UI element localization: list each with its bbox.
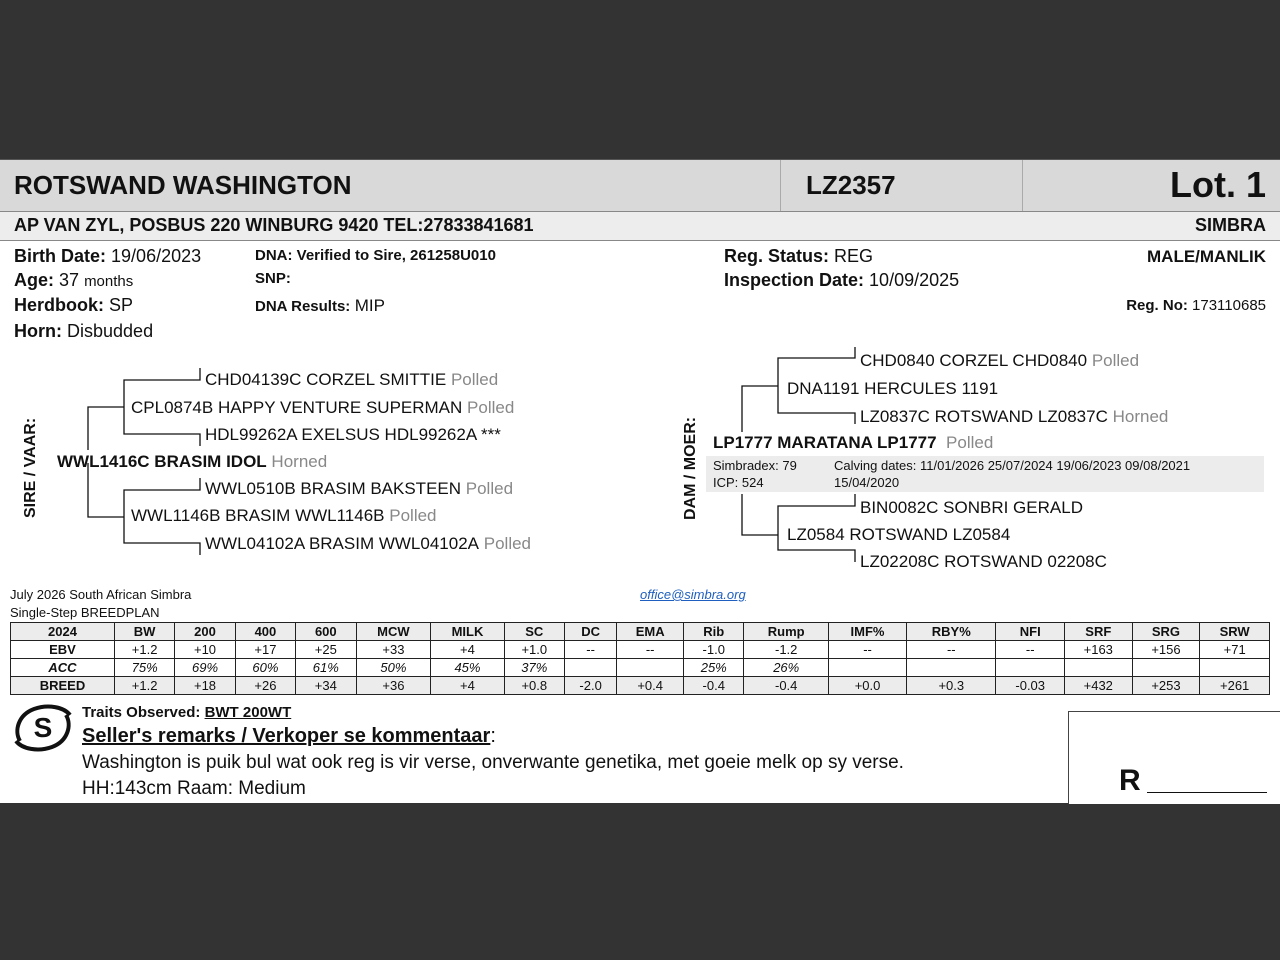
dam-sire-dam: LZ0837C ROTSWAND LZ0837C Horned (860, 407, 1169, 426)
col-header: SRF (1064, 623, 1132, 641)
ebv-caption-line1: July 2026 South African Simbra (10, 587, 192, 602)
table-cell: +163 (1064, 641, 1132, 659)
row-label: ACC (11, 659, 115, 677)
dam-side-label: DAM / MOER: (682, 416, 699, 520)
table-cell: -- (828, 641, 906, 659)
col-header: SRG (1132, 623, 1200, 641)
col-header: BW (114, 623, 174, 641)
table-cell: +10 (175, 641, 235, 659)
table-cell: 26% (744, 659, 829, 677)
table-cell (907, 659, 996, 677)
dam-dam-sire: BIN0082C SONBRI GERALD (860, 498, 1083, 517)
remarks-line2: HH:143cm Raam: Medium (82, 778, 306, 799)
table-cell (996, 659, 1064, 677)
ebv-row (11, 641, 1270, 659)
table-cell: +4 (431, 641, 504, 659)
table-cell: +253 (1132, 677, 1200, 695)
table-cell: +1.2 (114, 641, 174, 659)
table-cell: +17 (235, 641, 295, 659)
col-header: RBY% (907, 623, 996, 641)
snp-label: SNP: (255, 270, 291, 287)
col-header: NFI (996, 623, 1064, 641)
row-label: BREED (11, 677, 115, 695)
table-cell (828, 659, 906, 677)
traits-observed: Traits Observed: BWT 200WT (82, 704, 292, 721)
table-cell (564, 659, 616, 677)
ebv-caption-line2: Single-Step BREEDPLAN (10, 605, 160, 620)
pedigree-lines (0, 160, 1280, 620)
col-header: MCW (356, 623, 431, 641)
dam-dam-dam: LZ02208C ROTSWAND 02208C (860, 552, 1107, 571)
col-header: SC (504, 623, 564, 641)
sire-sire-sire: CHD04139C CORZEL SMITTIE Polled (205, 370, 499, 389)
table-cell: 75% (114, 659, 174, 677)
table-cell: 45% (431, 659, 504, 677)
breed-label: SIMBRA (1195, 215, 1266, 235)
sire-animal: WWL1416C BRASIM IDOL Horned (57, 452, 328, 471)
table-cell: -0.4 (684, 677, 744, 695)
dna-verification: DNA: Verified to Sire, 261258U010 (255, 247, 496, 264)
table-cell (1132, 659, 1200, 677)
icp: ICP: 524 (713, 475, 764, 490)
table-cell: +71 (1200, 641, 1270, 659)
horn-status: Horn: Disbudded (14, 321, 154, 341)
table-cell: +18 (175, 677, 235, 695)
dam-info-box (706, 456, 1264, 492)
calving-dates-cont: 15/04/2020 (834, 475, 900, 490)
col-header: 2024 (11, 623, 115, 641)
simbra-logo-icon (12, 703, 74, 753)
table-cell: -2.0 (564, 677, 616, 695)
herdbook: Herdbook: SP (14, 295, 134, 315)
table-cell: +0.3 (907, 677, 996, 695)
col-header: SRW (1200, 623, 1270, 641)
dam-sire: DNA1191 HERCULES 1191 (787, 379, 999, 398)
table-cell: +1.2 (114, 677, 174, 695)
table-cell (1200, 659, 1270, 677)
svg-text:S: S (33, 712, 53, 743)
table-cell: +34 (296, 677, 356, 695)
animal-name: ROTSWAND WASHINGTON (14, 170, 352, 200)
price-prefix: R (1119, 764, 1141, 797)
dam-animal: LP1777 MARATANA LP1777 Polled (713, 433, 994, 452)
table-cell (617, 659, 684, 677)
table-cell: +261 (1200, 677, 1270, 695)
table-cell: +33 (356, 641, 431, 659)
col-header: Rib (684, 623, 744, 641)
table-cell: -- (617, 641, 684, 659)
inspection-date: Inspection Date: 10/09/2025 (724, 270, 960, 290)
col-header: 200 (175, 623, 235, 641)
animal-reg-code: LZ2357 (806, 170, 896, 200)
table-cell: -- (564, 641, 616, 659)
table-cell: -1.0 (684, 641, 744, 659)
dam-dam: LZ0584 ROTSWAND LZ0584 (787, 525, 1011, 544)
calving-dates: Calving dates: 11/01/2026 25/07/2024 19/06/2023 09/08/2021 (834, 458, 1191, 473)
table-cell: +156 (1132, 641, 1200, 659)
table-cell: +26 (235, 677, 295, 695)
table-cell: +36 (356, 677, 431, 695)
col-header: 400 (235, 623, 295, 641)
reg-number: Reg. No: 173110685 (1126, 297, 1266, 314)
table-cell: -- (996, 641, 1064, 659)
price-input-line[interactable] (1147, 792, 1267, 793)
col-header: DC (564, 623, 616, 641)
col-header: EMA (617, 623, 684, 641)
table-cell: 37% (504, 659, 564, 677)
col-header: Rump (744, 623, 829, 641)
table-cell: +1.0 (504, 641, 564, 659)
remarks-line1: Washington is puik bul wat ook reg is vir verse, onverwante genetika, met goeie melk op sy verse. (82, 752, 904, 773)
sex-label: MALE/MANLIK (1147, 247, 1266, 266)
sire-sire-dam: HDL99262A EXELSUS HDL99262A *** (205, 425, 501, 444)
ebv-table (10, 622, 1270, 695)
birth-date: Birth Date: 19/06/2023 (14, 246, 202, 266)
table-cell: +0.0 (828, 677, 906, 695)
acc-row (11, 659, 1270, 677)
table-cell: +0.4 (617, 677, 684, 695)
row-label: EBV (11, 641, 115, 659)
dam-sire-sire: CHD0840 CORZEL CHD0840 Polled (860, 351, 1140, 370)
dna-results: DNA Results: MIP (255, 296, 385, 315)
sire-dam: WWL1146B BRASIM WWL1146B Polled (131, 506, 437, 525)
ebv-header-row (11, 623, 1270, 641)
table-cell: +4 (431, 677, 504, 695)
sire-dam-dam: WWL04102A BRASIM WWL04102A Polled (205, 534, 532, 553)
lot-card (0, 159, 1280, 803)
table-cell: 61% (296, 659, 356, 677)
price-box (1068, 711, 1280, 804)
sire-sire: CPL0874B HAPPY VENTURE SUPERMAN Polled (131, 398, 515, 417)
table-cell: +432 (1064, 677, 1132, 695)
table-cell: 25% (684, 659, 744, 677)
breed-row (11, 677, 1270, 695)
col-header: MILK (431, 623, 504, 641)
table-cell: +0.8 (504, 677, 564, 695)
age: Age: 37 months (14, 270, 134, 290)
remarks-title: Seller's remarks / Verkoper se kommentaar: (82, 725, 496, 747)
table-cell: -0.03 (996, 677, 1064, 695)
table-cell: +25 (296, 641, 356, 659)
owner-info: AP VAN ZYL, POSBUS 220 WINBURG 9420 TEL:27833841681 (14, 215, 534, 235)
table-cell: -0.4 (744, 677, 829, 695)
col-header: 600 (296, 623, 356, 641)
reg-status: Reg. Status: REG (724, 246, 874, 266)
table-cell: 50% (356, 659, 431, 677)
simbradex: Simbradex: 79 (713, 458, 797, 473)
table-cell: 60% (235, 659, 295, 677)
office-email-link[interactable]: office@simbra.org (640, 587, 746, 602)
table-cell: 69% (175, 659, 235, 677)
lot-number: Lot. 1 (1170, 164, 1266, 205)
sire-dam-sire: WWL0510B BRASIM BAKSTEEN Polled (205, 479, 514, 498)
table-cell (1064, 659, 1132, 677)
sire-side-label: SIRE / VAAR: (22, 417, 39, 518)
col-header: IMF% (828, 623, 906, 641)
table-cell: -1.2 (744, 641, 829, 659)
table-cell: -- (907, 641, 996, 659)
